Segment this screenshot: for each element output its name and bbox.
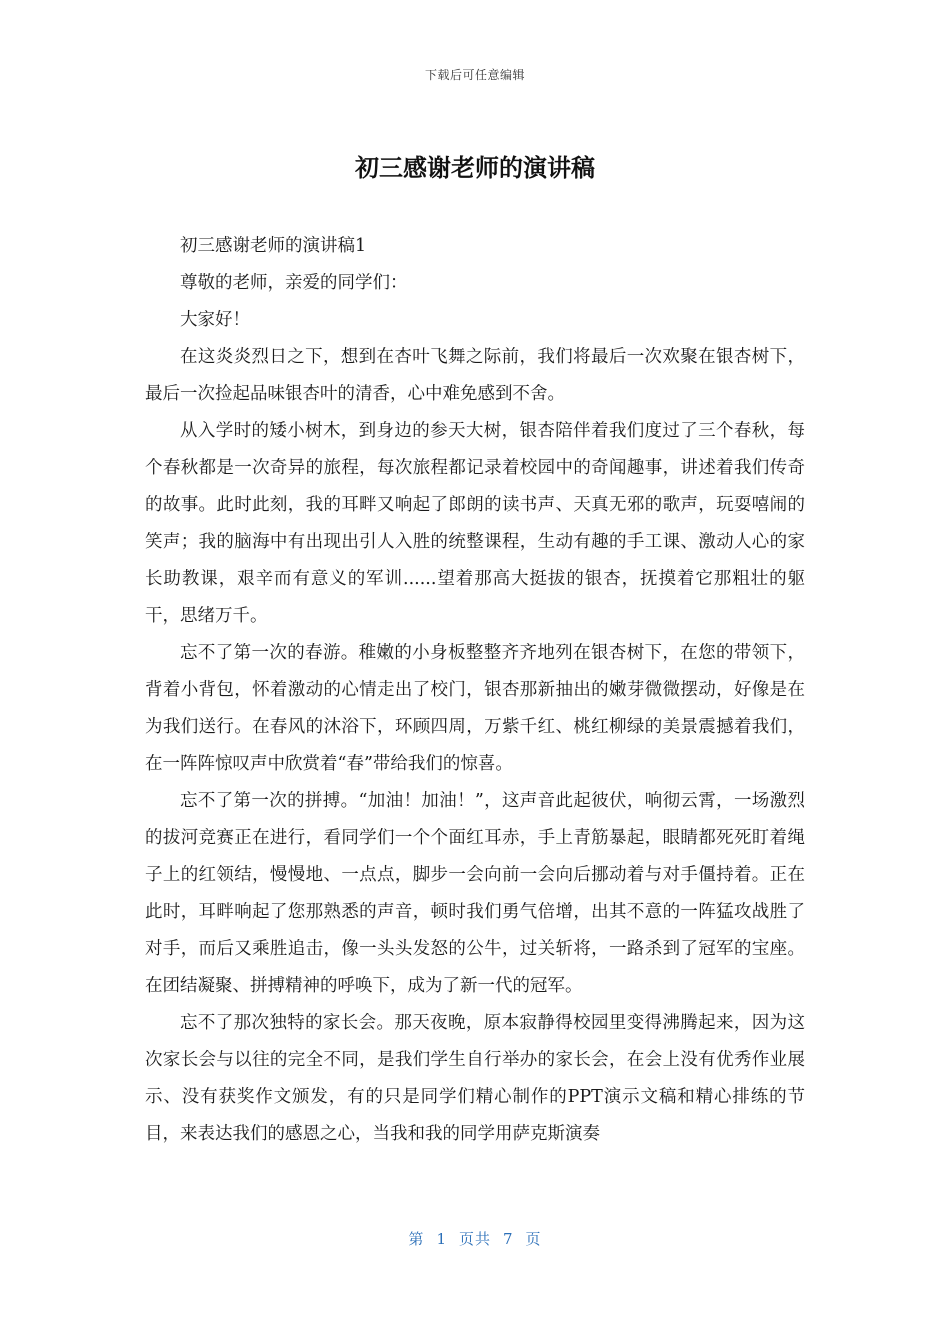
paragraph: 忘不了第一次的春游。稚嫩的小身板整整齐齐地列在银杏树下，在您的带领下，背着小背包，怀着激动的心情走出了校门，银杏那新抽出的嫩芽微微摆动，好像是在为我们送行。在春风的沐浴下，环顾四周，万紫千红、桃红柳绿的美景震撼着我们，在一阵阵惊叹声中欣赏着“春”带给我们的惊喜。 (145, 643, 805, 774)
paragraph: 从入学时的矮小树木，到身边的参天大树，银杏陪伴着我们度过了三个春秋，每个春秋都是一次奇异的旅程，每次旅程都记录着校园中的奇闻趣事，讲述着我们传奇的故事。此时此刻，我的耳畔又响起了郎朗的读书声、天真无邪的歌声，玩耍嘻闹的笑声；我的脑海中有出现出引人入胜的统整课程，生动有趣的手工课、激动人心的家长助教课，艰辛而有意义的军训......望着那高大挺拔的银杏，抚摸着它那粗壮的躯干，思绪万千。 (145, 421, 805, 626)
page-footer (0, 1228, 950, 1249)
page-header-note: 下载后可任意编辑 (424, 68, 525, 82)
footer-label-page: 第 (408, 1230, 425, 1248)
footer-label-end: 页 (525, 1230, 542, 1248)
footer-current-page: 1 (436, 1230, 447, 1248)
paragraph: 在这炎炎烈日之下，想到在杏叶飞舞之际前，我们将最后一次欢聚在银杏树下，最后一次捡起品味银杏叶的清香，心中难免感到不舍。 (145, 347, 805, 404)
paragraph-greeting: 大家好！ (180, 310, 250, 330)
paragraph: 忘不了那次独特的家长会。那天夜晚，原本寂静得校园里变得沸腾起来，因为这次家长会与以往的完全不同，是我们学生自行举办的家长会，在会上没有优秀作业展示、没有获奖作文颁发，有的只是同学们精心制作的PPT演示文稿和精心排练的节目，来表达我们的感恩之心，当我和我的同学用萨克斯演奏 (145, 1013, 805, 1144)
paragraph: 忘不了第一次的拼搏。“加油！加油！”，这声音此起彼伏，响彻云霄，一场激烈的拔河竞赛正在进行，看同学们一个个面红耳赤，手上青筋暴起，眼睛都死死盯着绳子上的红领结，慢慢地、一点点，脚步一会向前一会向后挪动着与对手僵持着。正在此时，耳畔响起了您那熟悉的声音，顿时我们勇气倍增，出其不意的一阵猛攻战胜了对手，而后又乘胜追击，像一头头发怒的公牛，过关斩将，一路杀到了冠军的宝座。在团结凝聚、拼搏精神的呼唤下，成为了新一代的冠军。 (145, 791, 805, 996)
document-body (145, 228, 805, 1153)
document-title: 初三感谢老师的演讲稿 (355, 154, 595, 182)
footer-label-of: 页共 (458, 1230, 491, 1248)
paragraph-salutation: 尊敬的老师，亲爱的同学们： (180, 273, 408, 293)
paragraph-subtitle: 初三感谢老师的演讲稿1 (180, 236, 367, 256)
footer-total-pages: 7 (503, 1230, 514, 1248)
